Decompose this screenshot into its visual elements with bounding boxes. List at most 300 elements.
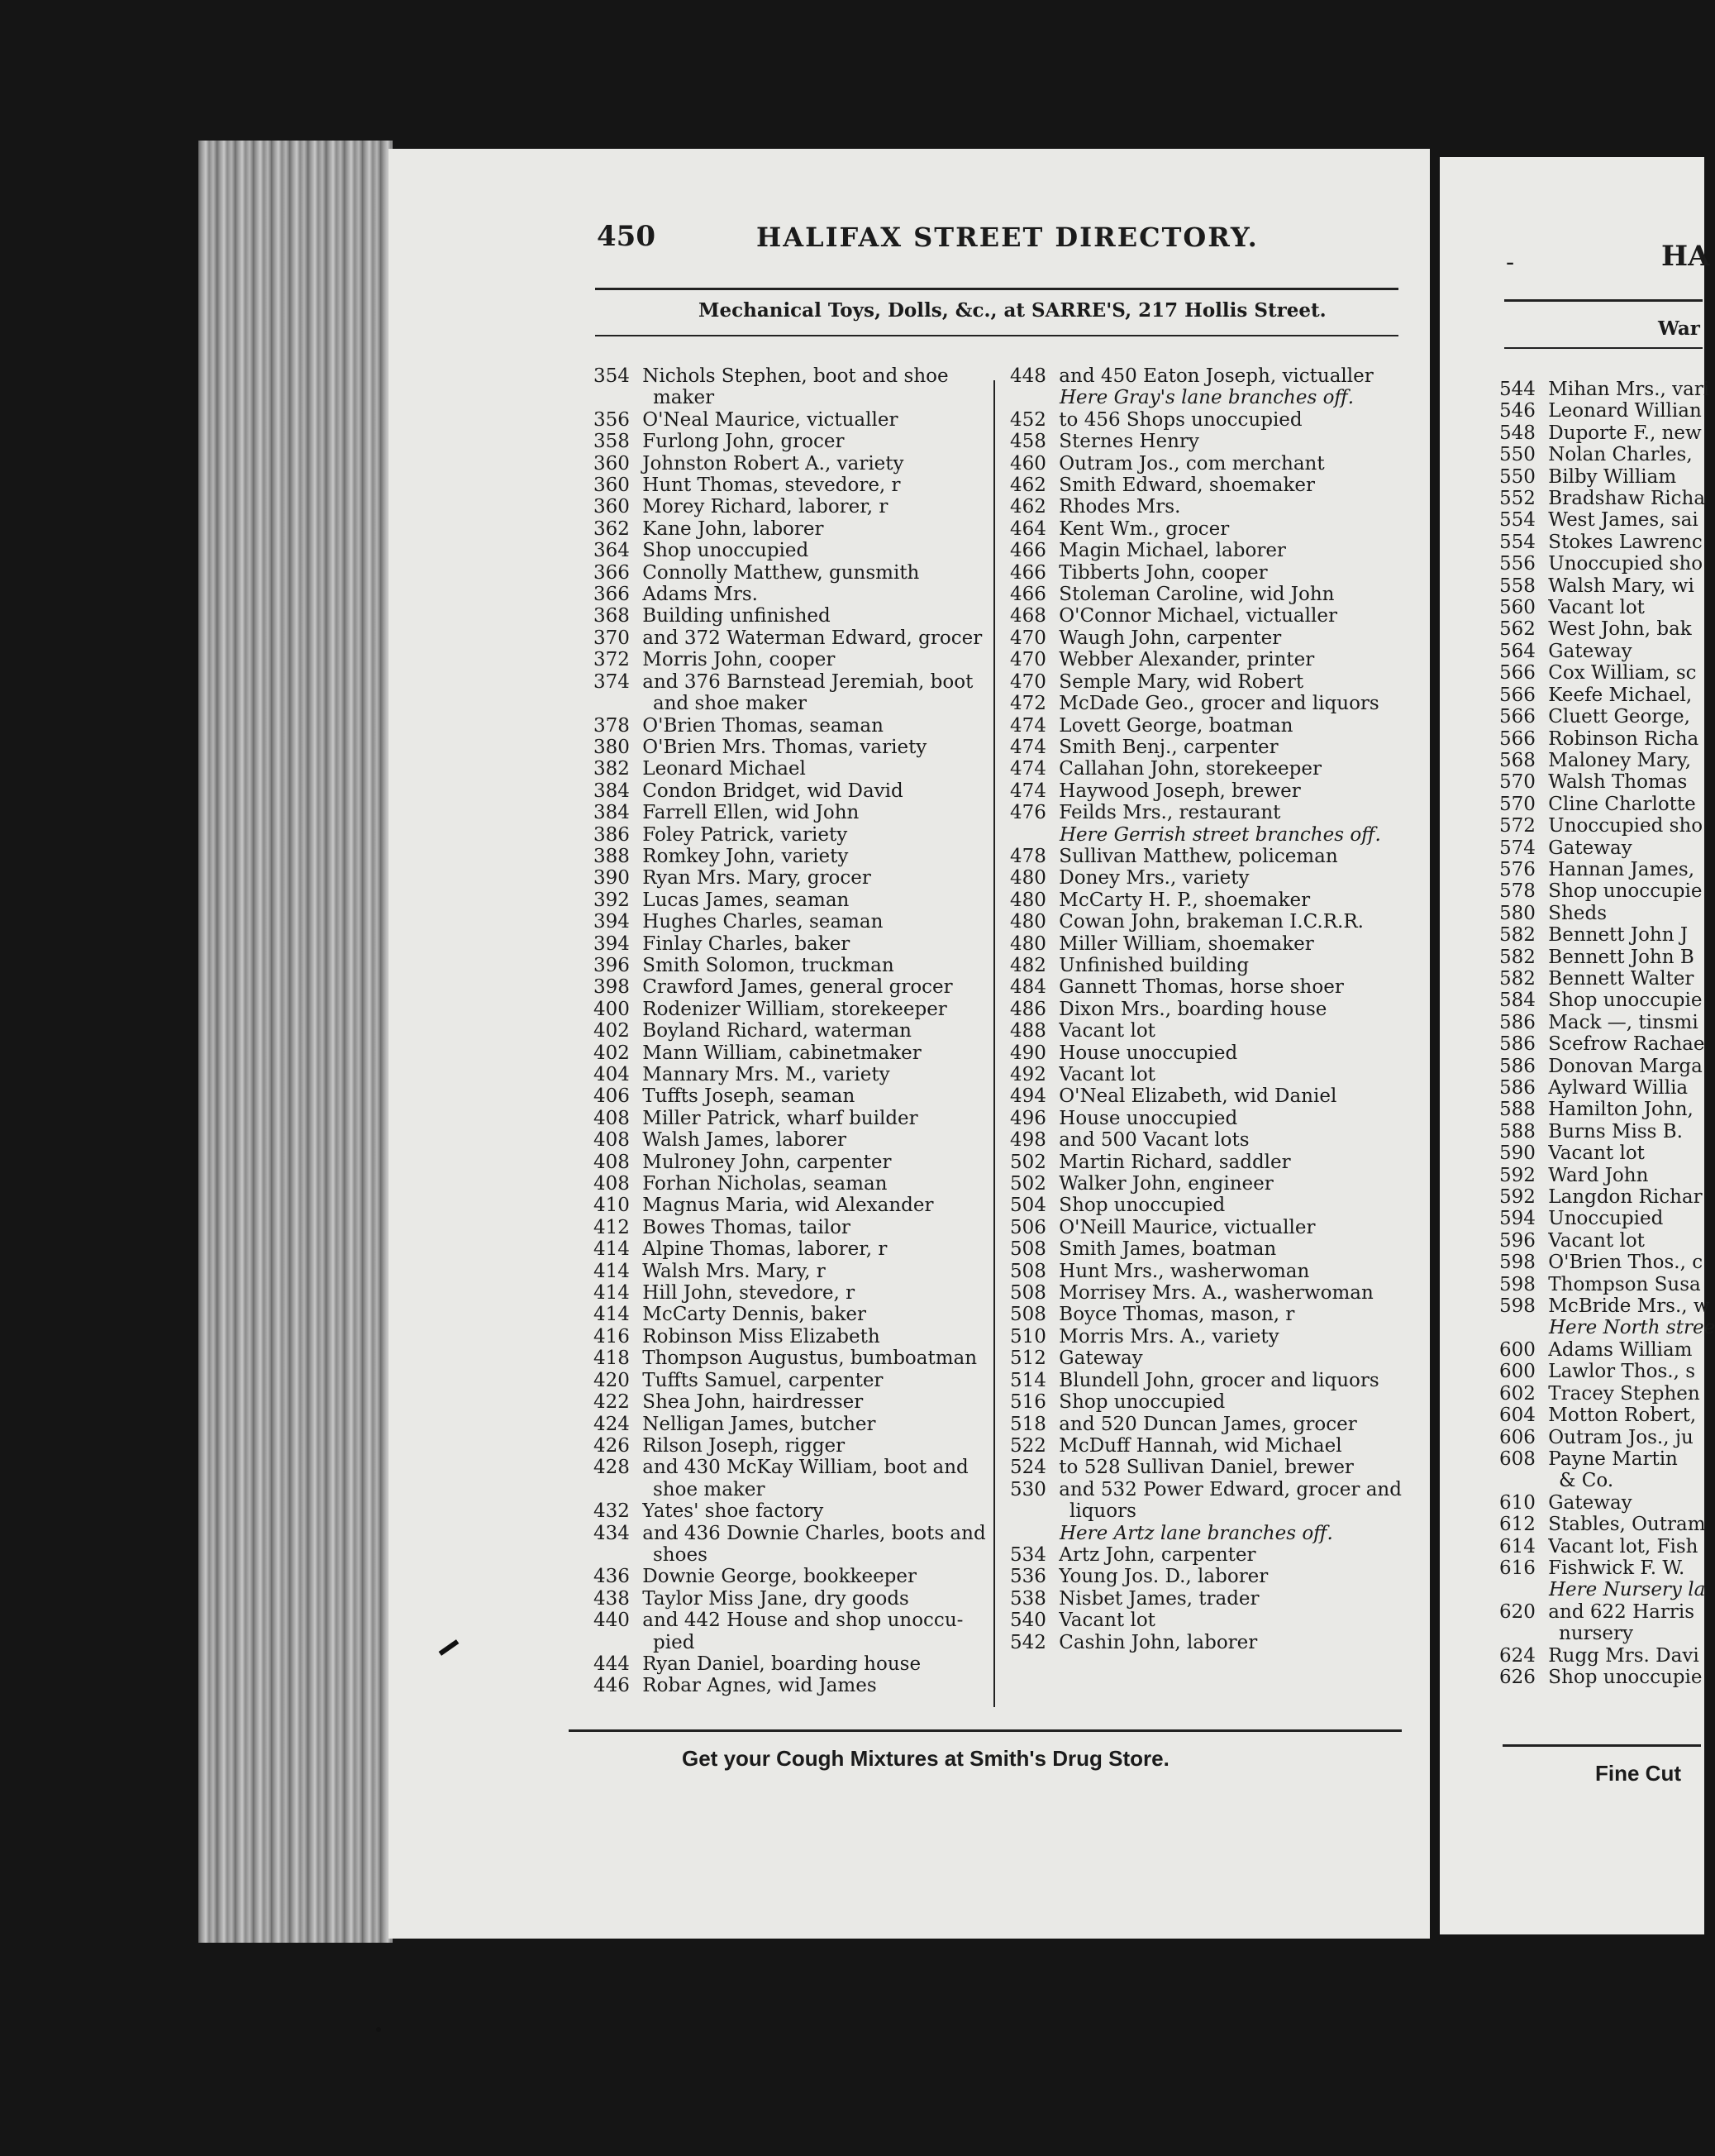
- book-page-edges: [198, 141, 393, 1943]
- resident-name: Walsh James, laborer: [636, 1129, 846, 1152]
- directory-entry: [1010, 649, 1402, 670]
- resident-name: Cashin John, laborer: [1053, 1631, 1258, 1653]
- street-number: 424: [593, 1413, 630, 1435]
- street-number: 480: [1010, 911, 1046, 933]
- directory-entry: [593, 1370, 986, 1391]
- street-number: 566: [1499, 706, 1536, 728]
- directory-entry: [593, 1238, 986, 1260]
- street-number: 474: [1010, 758, 1046, 780]
- resident-name: Ryan Daniel, boarding house: [636, 1653, 922, 1675]
- directory-entry: [1010, 955, 1402, 976]
- resident-name: Fishwick F. W.: [1542, 1557, 1685, 1579]
- resident-name: Farrell Ellen, wid John: [636, 802, 860, 824]
- resident-name: and 622 Harris: [1542, 1600, 1694, 1623]
- directory-entry: [1010, 1391, 1402, 1413]
- resident-name: Tibberts John, cooper: [1053, 561, 1268, 584]
- directory-entry: [1499, 794, 1715, 815]
- street-number: 566: [1499, 684, 1536, 706]
- street-number: 480: [1010, 867, 1046, 890]
- directory-entry: [1499, 1186, 1715, 1208]
- page-number: 450: [597, 220, 655, 253]
- street-number: 394: [593, 911, 630, 933]
- directory-entry: [1010, 1282, 1402, 1304]
- directory-entry: [1010, 1479, 1402, 1500]
- street-number: 404: [593, 1064, 630, 1085]
- street-number: 420: [593, 1369, 630, 1391]
- street-number: 566: [1499, 727, 1536, 750]
- street-number: 432: [593, 1500, 630, 1523]
- resident-name: Tuffts Joseph, seaman: [636, 1085, 855, 1108]
- street-number: 566: [1499, 662, 1536, 684]
- resident-name: Unoccupied sho: [1542, 815, 1703, 837]
- entry-continuation: maker: [653, 387, 715, 409]
- resident-name: Langdon Richar: [1542, 1186, 1703, 1209]
- directory-entry: [593, 846, 986, 867]
- directory-entry: [1010, 780, 1402, 802]
- directory-entry: [1499, 597, 1715, 618]
- resident-name: Bowes Thomas, tailor: [636, 1216, 850, 1238]
- street-number: 414: [593, 1304, 630, 1326]
- street-number: 416: [593, 1325, 630, 1348]
- street-number: 582: [1499, 946, 1536, 968]
- street-number: 372: [593, 649, 630, 671]
- directory-entry: [1010, 409, 1402, 431]
- resident-name: Morris Mrs. A., variety: [1053, 1325, 1279, 1348]
- resident-name: McCarty H. P., shoemaker: [1053, 889, 1311, 911]
- directory-entry: [593, 758, 986, 780]
- resident-name: Dixon Mrs., boarding house: [1053, 998, 1327, 1020]
- resident-name: Rilson Joseph, rigger: [636, 1434, 846, 1457]
- resident-name: Walsh Mrs. Mary, r: [636, 1260, 826, 1282]
- directory-entry: [593, 1457, 986, 1478]
- street-number: 482: [1010, 954, 1046, 976]
- street-number: 516: [1010, 1391, 1046, 1414]
- directory-entry: [1499, 1142, 1715, 1164]
- street-number: 594: [1499, 1208, 1536, 1230]
- directory-entry: [1499, 1165, 1715, 1186]
- resident-name: Sheds: [1542, 902, 1608, 924]
- directory-entry: [1010, 1588, 1402, 1610]
- directory-entry: [593, 518, 986, 540]
- resident-name: Mihan Mrs., vari: [1542, 379, 1710, 400]
- entry-continuation: shoes: [653, 1543, 707, 1566]
- resident-name: Unoccupied: [1542, 1208, 1664, 1230]
- directory-entry: [1010, 1370, 1402, 1391]
- directory-entry: [593, 1523, 986, 1544]
- directory-entry: [593, 475, 986, 496]
- street-number: 512: [1010, 1348, 1046, 1370]
- directory-entry: [1010, 1152, 1402, 1173]
- directory-entry: [593, 1085, 986, 1107]
- street-number: 542: [1010, 1631, 1046, 1653]
- directory-entry: [1499, 1339, 1715, 1361]
- resident-name: Boyce Thomas, mason, r: [1053, 1304, 1295, 1326]
- street-number: 510: [1010, 1325, 1046, 1348]
- resident-name: Doney Mrs., variety: [1053, 867, 1250, 890]
- street-number: 550: [1499, 444, 1536, 466]
- street-number: 428: [593, 1457, 630, 1479]
- street-number: 586: [1499, 1055, 1536, 1077]
- street-number: 570: [1499, 793, 1536, 815]
- bottom-advertisement: Get your Cough Mixtures at Smith's Drug Store.: [682, 1746, 1170, 1771]
- resident-name: Rhodes Mrs.: [1053, 496, 1181, 518]
- street-number: 600: [1499, 1361, 1536, 1383]
- directory-entry: [1010, 737, 1402, 758]
- directory-entry: [593, 867, 986, 889]
- resident-name: Vacant lot, Fish: [1542, 1535, 1698, 1557]
- street-number: 488: [1010, 1020, 1046, 1042]
- directory-entry: [1499, 618, 1715, 640]
- directory-entry: [1499, 1405, 1715, 1426]
- resident-name: and 450 Eaton Joseph, victualler: [1053, 365, 1374, 387]
- street-number: 504: [1010, 1195, 1046, 1217]
- street-number: 414: [593, 1260, 630, 1282]
- street-number: 462: [1010, 475, 1046, 497]
- directory-entry: [593, 627, 986, 649]
- street-number: 354: [593, 365, 630, 387]
- directory-entry: [593, 584, 986, 605]
- facing-advertisement: War: [1658, 317, 1700, 340]
- street-number: 544: [1499, 379, 1536, 400]
- facing-header-rule: [1504, 299, 1703, 302]
- directory-entry: [1010, 1020, 1402, 1042]
- street-number: 486: [1010, 998, 1046, 1020]
- directory-entry: [593, 671, 986, 693]
- resident-name: Magin Michael, laborer: [1053, 540, 1286, 562]
- branch-note: Here North stree: [1549, 1317, 1715, 1339]
- directory-entry: [1010, 584, 1402, 605]
- directory-entry: [1010, 1304, 1402, 1325]
- resident-name: and 430 McKay William, boot and: [636, 1457, 969, 1479]
- resident-name: and 442 House and shop unoccu-: [636, 1610, 964, 1632]
- resident-name: Walsh Mary, wi: [1542, 575, 1694, 597]
- left-column: [593, 365, 986, 1697]
- facing-header-dash: -: [1506, 248, 1515, 277]
- street-number: 588: [1499, 1120, 1536, 1142]
- directory-entry: [1499, 947, 1715, 968]
- directory-entry: [1010, 562, 1402, 584]
- directory-entry: [1010, 1326, 1402, 1348]
- resident-name: Miller Patrick, wharf builder: [636, 1107, 918, 1129]
- directory-entry: [1499, 1514, 1715, 1535]
- street-number: 586: [1499, 1077, 1536, 1099]
- directory-entry: [1499, 1536, 1715, 1557]
- directory-entry: [593, 1064, 986, 1085]
- street-number: 508: [1010, 1238, 1046, 1261]
- resident-name: Mack —, tinsmi: [1542, 1011, 1698, 1033]
- directory-entry: [1499, 1448, 1715, 1470]
- directory-entry: [1499, 1295, 1715, 1317]
- resident-name: Walker John, engineer: [1053, 1173, 1274, 1195]
- resident-name: Gannett Thomas, horse shoer: [1053, 976, 1344, 999]
- street-number: 548: [1499, 422, 1536, 444]
- resident-name: Vacant lot: [1542, 1142, 1645, 1165]
- resident-name: and 520 Duncan James, grocer: [1053, 1413, 1357, 1435]
- directory-entry: [1010, 1042, 1402, 1064]
- resident-name: Keefe Michael,: [1542, 684, 1693, 706]
- directory-entry: [1499, 1274, 1715, 1295]
- street-number: 444: [593, 1653, 630, 1675]
- directory-entry: [593, 649, 986, 670]
- street-number: 616: [1499, 1557, 1536, 1579]
- resident-name: Nolan Charles,: [1542, 444, 1693, 466]
- street-number: 374: [593, 670, 630, 693]
- street-number: 390: [593, 867, 630, 890]
- street-number: 378: [593, 714, 630, 737]
- street-number: 368: [593, 605, 630, 627]
- resident-name: Haywood Joseph, brewer: [1053, 780, 1301, 802]
- directory-entry: [1010, 605, 1402, 627]
- directory-entry: [1499, 750, 1715, 771]
- directory-entry: [1010, 1195, 1402, 1216]
- street-number: 508: [1010, 1282, 1046, 1305]
- street-number: 606: [1499, 1426, 1536, 1448]
- directory-entry: [1499, 1383, 1715, 1405]
- directory-entry: [1499, 706, 1715, 727]
- resident-name: Smith James, boatman: [1053, 1238, 1277, 1261]
- resident-name: Robinson Miss Elizabeth: [636, 1325, 880, 1348]
- branch-note: Here Nursery la: [1549, 1579, 1706, 1601]
- street-number: 530: [1010, 1478, 1046, 1500]
- resident-name: Shop unoccupie: [1542, 990, 1703, 1012]
- directory-entry: [1010, 1566, 1402, 1587]
- street-number: 522: [1010, 1434, 1046, 1457]
- directory-entry: [593, 1326, 986, 1348]
- street-number: 472: [1010, 693, 1046, 715]
- street-number: 474: [1010, 714, 1046, 737]
- resident-name: Shop unoccupied: [636, 540, 809, 562]
- street-number: 492: [1010, 1064, 1046, 1085]
- directory-entry: [1010, 1085, 1402, 1107]
- directory-entry: [1010, 365, 1402, 387]
- street-number: 552: [1499, 488, 1536, 510]
- directory-entry: [593, 1653, 986, 1675]
- directory-entry: [1499, 1056, 1715, 1077]
- street-number: 464: [1010, 518, 1046, 540]
- directory-entry: [593, 1195, 986, 1216]
- directory-entry: [1010, 846, 1402, 867]
- street-number: 570: [1499, 771, 1536, 794]
- directory-entry: [593, 1414, 986, 1435]
- street-number: 558: [1499, 575, 1536, 597]
- directory-entry: [1010, 496, 1402, 518]
- street-number: 550: [1499, 465, 1536, 488]
- entry-continuation: & Co.: [1559, 1470, 1614, 1492]
- directory-entry: [1010, 431, 1402, 452]
- resident-name: O'Brien Thomas, seaman: [636, 714, 884, 737]
- directory-entry: [593, 409, 986, 431]
- directory-entry: [1499, 422, 1715, 444]
- resident-name: Rugg Mrs. Davi: [1542, 1644, 1699, 1667]
- street-number: 624: [1499, 1644, 1536, 1667]
- resident-name: Callahan John, storekeeper: [1053, 758, 1322, 780]
- resident-name: Mulroney John, carpenter: [636, 1151, 892, 1173]
- directory-entry: [1010, 671, 1402, 693]
- resident-name: Bennett John B: [1542, 946, 1694, 968]
- directory-entry: [593, 1282, 986, 1304]
- street-number: 446: [593, 1675, 630, 1697]
- street-number: 592: [1499, 1186, 1536, 1209]
- street-number: 576: [1499, 858, 1536, 880]
- directory-entry: [593, 1020, 986, 1042]
- resident-name: McBride Mrs., w: [1542, 1295, 1710, 1318]
- resident-name: Nisbet James, trader: [1053, 1587, 1260, 1610]
- entry-continuation: shoe maker: [653, 1478, 765, 1500]
- street-number: 554: [1499, 509, 1536, 532]
- street-number: 480: [1010, 889, 1046, 911]
- resident-name: Miller William, shoemaker: [1053, 933, 1314, 955]
- directory-entry: [593, 1261, 986, 1282]
- street-number: 414: [593, 1282, 630, 1305]
- directory-entry: [593, 1391, 986, 1413]
- directory-entry: [1010, 1632, 1402, 1653]
- street-number: 366: [593, 584, 630, 606]
- directory-entry: [593, 431, 986, 452]
- street-number: 366: [593, 561, 630, 584]
- resident-name: Artz John, carpenter: [1053, 1543, 1256, 1566]
- directory-entry: [593, 1588, 986, 1610]
- directory-entry: [1010, 1238, 1402, 1260]
- street-number: 412: [593, 1216, 630, 1238]
- directory-entry: [1010, 999, 1402, 1020]
- resident-name: Bradshaw Richa: [1542, 488, 1706, 510]
- directory-entry: [593, 737, 986, 758]
- resident-name: Morey Richard, laborer, r: [636, 496, 888, 518]
- street-number: 586: [1499, 1033, 1536, 1056]
- directory-entry: [1010, 1217, 1402, 1238]
- directory-entry: [1010, 1610, 1402, 1631]
- resident-name: Johnston Robert A., variety: [636, 452, 904, 475]
- street-number: 560: [1499, 597, 1536, 619]
- directory-entry: [1010, 1544, 1402, 1566]
- resident-name: Unfinished building: [1053, 954, 1250, 976]
- directory-entry: [1499, 815, 1715, 837]
- street-number: 484: [1010, 976, 1046, 999]
- street-number: 562: [1499, 618, 1536, 641]
- branch-note: Here Artz lane branches off.: [1060, 1522, 1333, 1544]
- street-number: 592: [1499, 1164, 1536, 1186]
- resident-name: Stokes Lawrenc: [1542, 531, 1703, 553]
- street-number: 408: [593, 1173, 630, 1195]
- branch-note: Here Gray's lane branches off.: [1060, 387, 1355, 409]
- street-number: 466: [1010, 540, 1046, 562]
- directory-entry: [1010, 1435, 1402, 1457]
- page-title: HALIFAX STREET DIRECTORY.: [756, 222, 1259, 253]
- resident-name: O'Neill Maurice, victualler: [1053, 1216, 1316, 1238]
- directory-entry: [1499, 1492, 1715, 1514]
- street-number: 388: [593, 845, 630, 867]
- directory-entry: [1499, 466, 1715, 488]
- resident-name: Unoccupied sho: [1542, 553, 1703, 575]
- directory-entry: [593, 1108, 986, 1129]
- directory-entry: [1010, 1129, 1402, 1151]
- resident-name: Motton Robert,: [1542, 1405, 1697, 1427]
- directory-entry: [593, 365, 986, 387]
- directory-entry: [1010, 1108, 1402, 1129]
- directory-entry: [1010, 890, 1402, 911]
- directory-entry: [1499, 924, 1715, 946]
- resident-name: Crawford James, general grocer: [636, 976, 953, 999]
- directory-entry: [1499, 1557, 1715, 1579]
- street-number: 408: [593, 1129, 630, 1152]
- resident-name: Outram Jos., ju: [1542, 1426, 1694, 1448]
- street-number: 474: [1010, 780, 1046, 802]
- directory-entry: [1499, 1077, 1715, 1099]
- directory-entry: [593, 453, 986, 475]
- resident-name: Duporte F., new: [1542, 422, 1702, 444]
- street-number: 534: [1010, 1543, 1046, 1566]
- resident-name: Cowan John, brakeman I.C.R.R.: [1053, 911, 1364, 933]
- facing-footer: Fine Cut: [1595, 1761, 1681, 1786]
- street-number: 598: [1499, 1273, 1536, 1295]
- directory-entry: [1499, 1099, 1715, 1120]
- resident-name: Gateway: [1542, 837, 1632, 859]
- street-number: 604: [1499, 1405, 1536, 1427]
- street-number: 370: [593, 627, 630, 649]
- street-number: 470: [1010, 627, 1046, 649]
- street-number: 586: [1499, 1011, 1536, 1033]
- directory-entry: [1499, 1121, 1715, 1142]
- street-number: 478: [1010, 845, 1046, 867]
- street-number: 458: [1010, 431, 1046, 453]
- street-number: 568: [1499, 749, 1536, 771]
- directory-entry: [593, 1042, 986, 1064]
- street-number: 502: [1010, 1151, 1046, 1173]
- directory-entry: [593, 1610, 986, 1631]
- directory-entry: [1499, 1361, 1715, 1382]
- entry-continuation: pied: [653, 1631, 695, 1653]
- street-number: 536: [1010, 1566, 1046, 1588]
- directory-entry: [1010, 1173, 1402, 1195]
- footer-rule: [569, 1729, 1402, 1732]
- middle-column: [1010, 365, 1402, 1653]
- resident-name: Taylor Miss Jane, dry goods: [636, 1587, 909, 1610]
- street-number: 480: [1010, 933, 1046, 955]
- directory-entry: [1499, 1252, 1715, 1273]
- resident-name: Nelligan James, butcher: [636, 1413, 876, 1435]
- resident-name: Mannary Mrs. M., variety: [636, 1064, 890, 1085]
- street-number: 490: [1010, 1042, 1046, 1064]
- facing-page-title: HA: [1661, 240, 1710, 273]
- resident-name: House unoccupied: [1053, 1042, 1238, 1064]
- street-number: 524: [1010, 1457, 1046, 1479]
- resident-name: Boyland Richard, waterman: [636, 1020, 912, 1042]
- resident-name: Semple Mary, wid Robert: [1053, 670, 1304, 693]
- directory-entry: [1499, 1230, 1715, 1252]
- resident-name: Foley Patrick, variety: [636, 823, 848, 846]
- facing-column: [1499, 379, 1715, 1688]
- resident-name: Robar Agnes, wid James: [636, 1675, 877, 1697]
- street-number: 380: [593, 736, 630, 758]
- street-number: 612: [1499, 1514, 1536, 1536]
- street-number: 408: [593, 1151, 630, 1173]
- resident-name: Donovan Marga: [1542, 1055, 1703, 1077]
- directory-entry: [1010, 715, 1402, 737]
- street-number: 582: [1499, 967, 1536, 990]
- street-number: 362: [593, 518, 630, 540]
- resident-name: Condon Bridget, wid David: [636, 780, 903, 802]
- directory-entry: [1010, 693, 1402, 714]
- street-number: 462: [1010, 496, 1046, 518]
- resident-name: Leonard Willian: [1542, 400, 1702, 422]
- resident-name: and 372 Waterman Edward, grocer: [636, 627, 983, 649]
- resident-name: Kane John, laborer: [636, 518, 824, 540]
- directory-entry: [593, 933, 986, 955]
- directory-entry: [593, 605, 986, 627]
- resident-name: and 376 Barnstead Jeremiah, boot: [636, 670, 974, 693]
- resident-name: Lawlor Thos., s: [1542, 1361, 1696, 1383]
- directory-entry: [593, 1217, 986, 1238]
